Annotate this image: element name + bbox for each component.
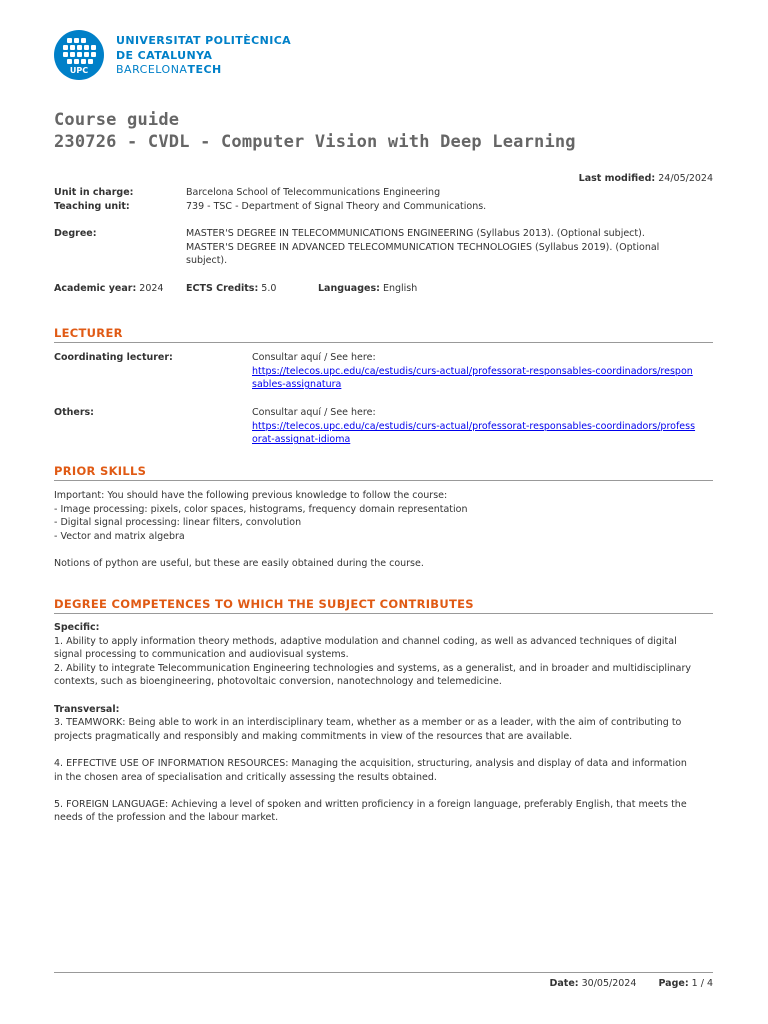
footer (550, 978, 714, 989)
date-value: 30/05/2024 (581, 978, 637, 989)
ects-value: 5.0 (261, 283, 277, 294)
competence-1-line-1: 1. Ability to apply information theory methods, adaptive modulation and channel coding, as well as advanced techniques of digital (54, 635, 677, 647)
ects-credits (186, 282, 276, 296)
prior-line: - Digital signal processing: linear filters, convolution (54, 517, 302, 529)
coordinating-link-line-2[interactable]: sables-assignatura (252, 379, 342, 391)
competence-2-line-2: contexts, such as bioengineering, photovoltaic conversion, nanotechnology and telemedicine. (54, 676, 502, 688)
logo-line-3a: BARCELONA (116, 63, 188, 76)
year-value: 2024 (139, 283, 164, 294)
degree-line-1: MASTER'S DEGREE IN TELECOMMUNICATIONS ENGINEERING (Syllabus 2013). (Optional subject). (186, 228, 645, 239)
competence-1-line-2: signal processing to communication and audiovisual systems. (54, 649, 349, 661)
unit-label: Unit in charge: (54, 187, 134, 198)
last-modified (579, 172, 713, 186)
upc-logo-seal (54, 30, 104, 80)
section-lecturer: LECTURER (54, 326, 713, 343)
prior-line: Important: You should have the following previous knowledge to follow the course: (54, 490, 448, 501)
degree-value (186, 227, 659, 268)
competence-5-line-1: 5. FOREIGN LANGUAGE: Achieving a level of spoken and written proficiency in a foreign language, preferably English, that meets the (54, 798, 687, 810)
transversal-label: Transversal: (54, 703, 120, 715)
teaching-value: 739 - TSC - Department of Signal Theory and Communications. (186, 201, 487, 212)
coordinating-link-line-1[interactable]: https://telecos.upc.edu/ca/estudis/curs-actual/professorat-responsables-coordinadors/respon (252, 365, 693, 377)
page-title: Course guide (54, 110, 180, 130)
academic-year (54, 282, 163, 296)
competence-3-line-1: 3. TEAMWORK: Being able to work in an interdisciplinary team, whether as a member or as a leader, with the aim of contributing to (54, 717, 682, 729)
others-label: Others: (54, 407, 94, 418)
page-value: 1 / 4 (691, 978, 713, 989)
others-link-line-1[interactable]: https://telecos.upc.edu/ca/estudis/curs-actual/professorat-responsables-coordinadors/profess (252, 420, 696, 432)
logo-line-3 (116, 63, 291, 78)
ects-label: ECTS Credits: (186, 283, 259, 294)
prior-line: - Image processing: pixels, color spaces, histograms, frequency domain representation (54, 503, 468, 515)
degree-line-2: MASTER'S DEGREE IN ADVANCED TELECOMMUNICATION TECHNOLOGIES (Syllabus 2019). (Optional (186, 241, 660, 253)
specific-label: Specific: (54, 622, 100, 633)
unit-value: Barcelona School of Telecommunications Engineering (186, 187, 441, 198)
course-title: 230726 - CVDL - Computer Vision with Deep Learning (54, 132, 576, 152)
prior-skills-body (54, 489, 713, 571)
competence-3-line-2: projects pragmatically and responsibly and making commitments in view of the resources that are available. (54, 730, 573, 742)
competence-4-line-2: in the chosen area of specialisation and critically assessing the results obtained. (54, 771, 437, 783)
page-label: Page: (658, 978, 689, 989)
degree-label: Degree: (54, 228, 97, 239)
section-competences: DEGREE COMPETENCES TO WHICH THE SUBJECT CONTRIBUTES (54, 597, 713, 614)
prior-note: Notions of python are useful, but these are easily obtained during the course. (54, 557, 424, 569)
logo-line-1: UNIVERSITAT POLITÈCNICA (116, 34, 292, 47)
competence-2-line-1: 2. Ability to integrate Telecommunication Engineering technologies and systems, as a generalist, and in broader and multidisciplinary (54, 662, 692, 674)
footer-divider (54, 972, 713, 973)
others-link-line-2[interactable]: orat-assignat-idioma (252, 434, 351, 446)
teaching-label: Teaching unit: (54, 201, 130, 212)
languages-value: English (382, 283, 418, 294)
competence-5-line-2: needs of the profession and the labour market. (54, 812, 279, 824)
last-modified-label: Last modified: (578, 173, 656, 184)
last-modified-value: 24/05/2024 (658, 173, 713, 184)
others-link[interactable] (252, 421, 695, 446)
languages-label: Languages: (318, 283, 380, 294)
university-name (116, 34, 291, 78)
others-text: Consultar aquí / See here: (252, 407, 376, 418)
prior-line: - Vector and matrix algebra (54, 530, 185, 542)
competence-4-line-1: 4. EFFECTIVE USE OF INFORMATION RESOURCES: Managing the acquisition, structuring, analysis and display of data and information (54, 757, 687, 769)
date-label: Date: (549, 978, 579, 989)
competences-body (54, 621, 716, 825)
languages (318, 282, 417, 296)
logo-line-3b: TECH (187, 63, 222, 76)
coordinating-link[interactable] (252, 366, 693, 391)
degree-line-3: subject). (186, 255, 228, 267)
year-label: Academic year: (54, 283, 137, 294)
logo-line-2: DE CATALUNYA (116, 48, 213, 62)
coordinating-text: Consultar aquí / See here: (252, 352, 376, 363)
others-value (252, 406, 695, 447)
coordinating-lecturer-label: Coordinating lecturer: (54, 352, 173, 363)
section-prior-skills: PRIOR SKILLS (54, 464, 713, 481)
coordinating-lecturer-value (252, 351, 693, 392)
logo-badge-text: UPC (69, 66, 89, 75)
